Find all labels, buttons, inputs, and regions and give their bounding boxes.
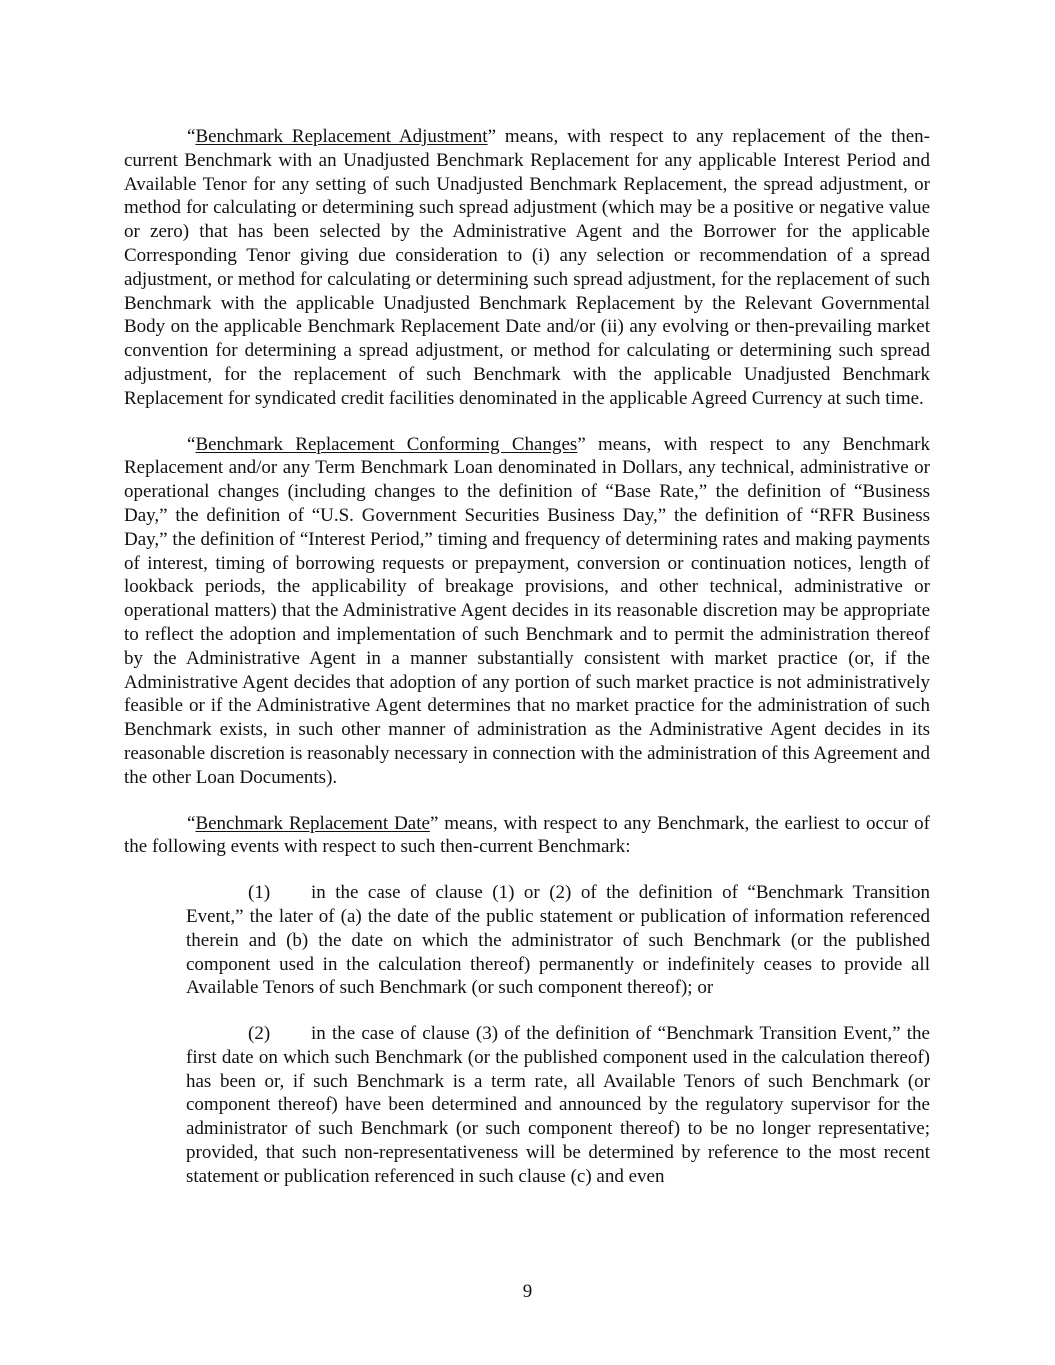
definition-text: ” means, with respect to any Benchmark, the earliest to occur of the following events with respect to such then-current Benchmark: (124, 812, 930, 858)
open-quote: “ (187, 126, 196, 147)
definition-benchmark-replacement-adjustment (124, 125, 930, 411)
definition-text: ” means, with respect to any Benchmark Replacement and/or any Term Benchmark Loan denominated in Dollars, any technical, administrative or operational changes (including changes to the definition of “Base Rate,” the definition of “Business Day,” the definition of “U.S. Government Securities Business Day,” the definition of “RFR Business Day,” the definition of “Interest Period,” timing and frequency of determining rates and making payments of interest, timing of borrowing requests or prepayment, conversion or continuation notices, length of lookback periods, the applicability of breakage provisions, and other technical, administrative or operational matters) that the Administrative Agent decides in its reasonable discretion may be appropriate to reflect the adoption and implementation of such Benchmark and to permit the administration thereof by the Administrative Agent in a manner substantially consistent with market practice (or, if the Administrative Agent decides that adoption of any portion of such market practice is not administratively feasible or if the Administrative Agent determines that no market practice for the administration of such Benchmark exists, in such other manner of administration as the Administrative Agent decides in its reasonable discretion is reasonably necessary in connection with the administration of this Agreement and the other Loan Documents). (124, 433, 930, 788)
clause-text: in the case of clause (3) of the definition of “Benchmark Transition Event,” the first date on which such Benchmark (or the published component used in the calculation thereof) has been or, if such Benchmark is a term rate, all Available Tenors of such Benchmark (or component thereof) have been determined and announced by the regulatory supervisor for the administrator of such Benchmark (or such component thereof) to be no longer representative; provided, that such non-representativeness will be determined by reference to the most recent statement or publication referenced in such clause (c) and even (186, 1023, 930, 1187)
defined-term: Benchmark Replacement Conforming Changes (195, 433, 578, 455)
page-number: 9 (522, 1281, 533, 1302)
open-quote: “ (187, 433, 196, 455)
open-quote: “ (187, 812, 196, 834)
clause-2 (186, 1022, 930, 1189)
clause-number: (2) (248, 1023, 271, 1045)
defined-term: Benchmark Replacement Adjustment (195, 126, 488, 147)
definition-text: ” means, with respect to any replacement of the then-current Benchmark with an Unadjusted Benchmark Replacement for any applicable Interest Period and Available Tenor for any setting of such Unadjusted Benchmark Replacement, the spread adjustment, or method for calculating or determining such spread adjustment (which may be a positive or negative value or zero) that has been selected by the Administrative Agent and the Borrower for the applicable Corresponding Tenor giving due consideration to (i) any selection or recommendation of a spread adjustment, or method for calculating or determining such spread adjustment, for the replacement of such Benchmark with the applicable Unadjusted Benchmark Replacement by the Relevant Governmental Body on the applicable Benchmark Replacement Date and/or (ii) any evolving or then-prevailing market convention for determining a spread adjustment, or method for calculating or determining such spread adjustment, for the replacement of such Benchmark with the applicable Unadjusted Benchmark Replacement for syndicated credit facilities denominated in the applicable Agreed Currency at such time. (124, 126, 931, 409)
definition-benchmark-replacement-conforming-changes (124, 433, 930, 790)
clause-text: in the case of clause (1) or (2) of the definition of “Benchmark Transition Event,” the later of (a) the date of the public statement or publication of information referenced therein and (b) the date on which the administrator of such Benchmark (or the published component used in the calculation thereof) permanently or indefinitely ceases to provide all Available Tenors of such Benchmark (or such component thereof); or (186, 882, 930, 999)
defined-term: Benchmark Replacement Date (195, 812, 430, 834)
document-body (124, 125, 930, 1211)
clause-number: (1) (248, 882, 271, 904)
clause-1 (186, 881, 930, 1000)
definition-benchmark-replacement-date (124, 812, 930, 860)
